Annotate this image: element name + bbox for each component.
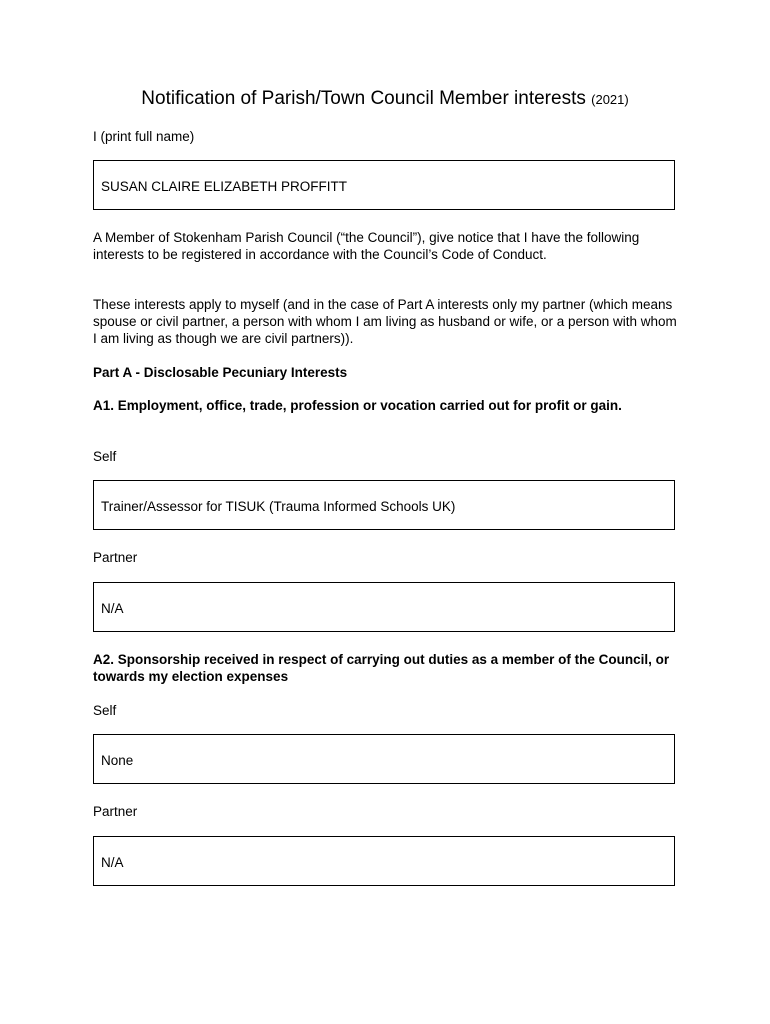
a1-heading: A1. Employment, office, trade, profession or vocation carried out for profit or gain. [93,398,622,413]
a1-partner-field[interactable] [93,582,675,632]
a1-self-label: Self [93,449,117,464]
page-title [0,88,770,110]
a2-partner-value: N/A [101,855,124,870]
a2-self-value: None [101,753,134,768]
a2-self-label: Self [93,703,117,718]
a1-self-value: Trainer/Assessor for TISUK (Trauma Informed Schools UK) [101,499,456,514]
a1-self-field[interactable] [93,480,675,530]
full-name-value: SUSAN CLAIRE ELIZABETH PROFFITT [101,179,348,194]
a2-partner-label: Partner [93,804,138,819]
title-text: Notification of Parish/Town Council Member interests [141,88,586,109]
a2-self-field[interactable] [93,734,675,784]
title-year: (2021) [591,92,629,107]
a1-partner-value: N/A [101,601,124,616]
name-label: I (print full name) [93,129,195,144]
intro-paragraph: A Member of Stokenham Parish Council (“the Council”), give notice that I have the following interests to be registered in accordance with the Council’s Code of Conduct. [93,230,640,262]
a1-partner-label: Partner [93,550,138,565]
part-a-heading: Part A - Disclosable Pecuniary Interests [93,365,348,380]
a2-heading: A2. Sponsorship received in respect of carrying out duties as a member of the Council, or towards my election expenses [93,652,670,684]
full-name-field[interactable] [93,160,675,210]
scope-paragraph: These interests apply to myself (and in the case of Part A interests only my partner (which means spouse or civil partner, a person with whom I am living as husband or wife, or a person with whom I am living as though we are civil partners)). [93,297,677,346]
a2-partner-field[interactable] [93,836,675,886]
